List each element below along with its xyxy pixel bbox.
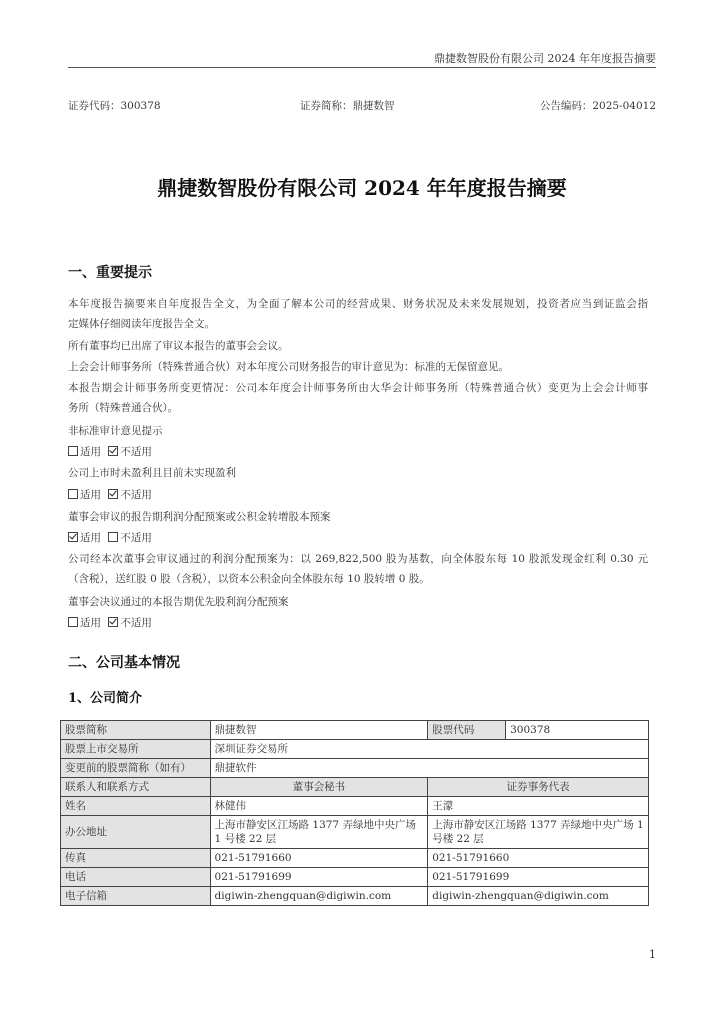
fax-label: 传真 (61, 849, 211, 868)
email-label: 电子信箱 (61, 887, 211, 906)
option-applicable: 适用 (80, 617, 101, 629)
former-name-value: 鼎捷软件 (210, 759, 648, 778)
option-not-applicable: 不适用 (120, 446, 152, 458)
secretary-name: 林健伟 (210, 797, 428, 816)
table-row (61, 759, 649, 778)
notice-paragraph-2: 所有董事均已出席了审议本报告的董事会会议。 (68, 340, 289, 352)
question-unprofitable-at-listing: 公司上市时未盈利且目前未实现盈利 (68, 467, 236, 479)
notice-paragraph-3: 上会会计师事务所（特殊普通合伙）对本年度公司财务报告的审计意见为：标准的无保留意见。 (68, 361, 509, 373)
secretary-email: digiwin-zhengquan@digiwin.com (210, 887, 428, 906)
section-heading-company-info: 二、公司基本情况 (68, 655, 180, 671)
profit-distribution-detail-line-1: 公司经本次董事会审议通过的利润分配预案为：以 269,822,500 股为基数，向全体股东每 10 股派发现金红利 0.30 元 (68, 553, 648, 565)
options-preferred-stock (68, 613, 648, 633)
phone-label: 电话 (61, 868, 211, 887)
table-row (61, 816, 649, 849)
security-short-name: 证券简称：鼎捷数智 (300, 100, 395, 112)
former-name-label: 变更前的股票简称（如有） (61, 759, 211, 778)
exchange-label: 股票上市交易所 (61, 740, 211, 759)
notice-paragraph-4-line-1: 本报告期会计师事务所变更情况：公司本年度会计师事务所由大华会计师事务所（特殊普通合伙）变更为上会会计师事 (68, 382, 648, 394)
name-label: 姓名 (61, 797, 211, 816)
header-rule (68, 67, 656, 68)
option-not-applicable: 不适用 (120, 617, 152, 629)
secretary-phone: 021-51791699 (210, 868, 428, 887)
stock-short-name-label: 股票简称 (61, 721, 211, 740)
representative-address: 上海市静安区江场路 1377 弄绿地中央广场 1 号楼 22 层 (428, 816, 649, 849)
table-row (61, 778, 649, 797)
checkbox-checked-icon (108, 617, 118, 627)
secretary-header: 董事会秘书 (210, 778, 428, 797)
question-preferred-stock: 董事会决议通过的本报告期优先股利润分配预案 (68, 596, 289, 608)
option-not-applicable: 不适用 (120, 489, 152, 501)
running-header: 鼎捷数智股份有限公司 2024 年年度报告摘要 (434, 52, 656, 65)
subsection-heading-company-profile: 1、公司简介 (68, 691, 143, 706)
profit-distribution-detail-line-2: （含税），送红股 0 股（含税），以资本公积金向全体股东每 10 股转增 0 股。 (68, 573, 430, 585)
contact-label: 联系人和联系方式 (61, 778, 211, 797)
notice-paragraph-1-line-1: 本年度报告摘要来自年度报告全文，为全面了解本公司的经营成果、财务状况及未来发展规划，投资者应当到证监会指 (68, 298, 648, 310)
option-applicable: 适用 (80, 489, 101, 501)
representative-fax: 021-51791660 (428, 849, 649, 868)
checkbox-unchecked-icon (68, 489, 78, 499)
table-row (61, 721, 649, 740)
representative-name: 王濛 (428, 797, 649, 816)
table-row (61, 868, 649, 887)
checkbox-checked-icon (108, 446, 118, 456)
options-unprofitable-at-listing (68, 485, 648, 505)
checkbox-checked-icon (108, 489, 118, 499)
secretary-address: 上海市静安区江场路 1377 弄绿地中央广场 1 号楼 22 层 (210, 816, 428, 849)
section-heading-important-notes: 一、重要提示 (68, 265, 152, 281)
table-row (61, 849, 649, 868)
notice-paragraph-4-line-2: 务所（特殊普通合伙）。 (68, 402, 179, 414)
representative-email: digiwin-zhengquan@digiwin.com (428, 887, 649, 906)
question-non-standard-audit: 非标准审计意见提示 (68, 425, 163, 437)
page-number: 1 (649, 948, 656, 961)
checkbox-checked-icon (68, 532, 78, 542)
option-applicable: 适用 (80, 446, 101, 458)
table-row (61, 797, 649, 816)
security-code: 证券代码：300378 (68, 100, 161, 112)
representative-header: 证券事务代表 (428, 778, 649, 797)
address-label: 办公地址 (61, 816, 211, 849)
stock-code-value: 300378 (506, 721, 649, 740)
representative-phone: 021-51791699 (428, 868, 649, 887)
stock-code-label: 股票代码 (428, 721, 506, 740)
checkbox-unchecked-icon (108, 532, 118, 542)
announcement-number: 公告编码：2025-04012 (539, 100, 656, 112)
table-row (61, 740, 649, 759)
checkbox-unchecked-icon (68, 617, 78, 627)
options-non-standard-audit (68, 442, 648, 462)
checkbox-unchecked-icon (68, 446, 78, 456)
company-profile-table (60, 720, 649, 906)
notice-paragraph-1-line-2: 定媒体仔细阅读年度报告全文。 (68, 318, 215, 330)
option-not-applicable: 不适用 (120, 532, 152, 544)
question-profit-distribution: 董事会审议的报告期利润分配预案或公积金转增股本预案 (68, 511, 331, 523)
document-title: 鼎捷数智股份有限公司 2024 年年度报告摘要 (157, 176, 567, 200)
option-applicable: 适用 (80, 532, 101, 544)
table-row (61, 887, 649, 906)
stock-short-name-value: 鼎捷数智 (210, 721, 428, 740)
exchange-value: 深圳证券交易所 (210, 740, 648, 759)
secretary-fax: 021-51791660 (210, 849, 428, 868)
options-profit-distribution (68, 528, 648, 548)
